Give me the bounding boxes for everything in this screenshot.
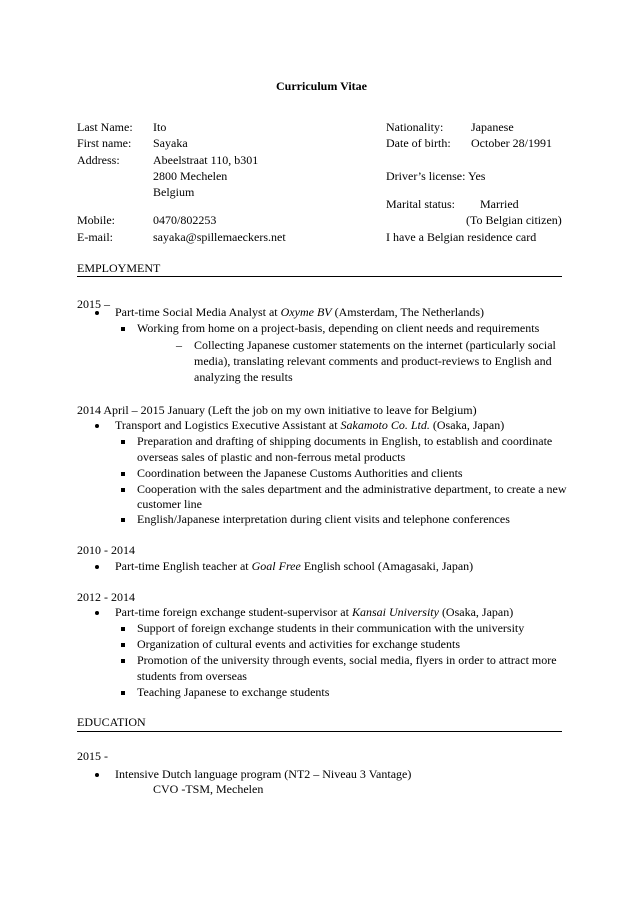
dob-value: October 28/1991 [471, 136, 552, 150]
address-line-2: 2800 Mechelen [153, 169, 228, 183]
email-value: sayaka@spillemaeckers.net [153, 230, 286, 244]
job1-sub-line-1: Collecting Japanese customer statements on the internet (particularly social [194, 338, 556, 352]
section-heading-employment: EMPLOYMENT [77, 261, 161, 275]
job4-title: Part-time foreign exchange student-supervisor at Kansai University (Osaka, Japan) [115, 605, 514, 619]
job3-title: Part-time English teacher at Goal Free English school (Amagasaki, Japan) [115, 559, 474, 573]
nationality-label: Nationality: [386, 120, 444, 134]
job4-detail-3b: students from overseas [137, 669, 247, 683]
address-line-1: Abeelstraat 110, b301 [153, 153, 259, 167]
job2-detail-1b: overseas sales of plastic and non-ferrous metal products [137, 450, 406, 464]
job2-title: Transport and Logistics Executive Assistant at Sakamoto Co. Ltd. (Osaka, Japan) [115, 418, 505, 432]
bullet-icon [95, 611, 99, 615]
dash-bullet-icon: – [176, 338, 182, 352]
job4-period: 2012 - 2014 [77, 590, 135, 604]
bullet-icon [95, 424, 99, 428]
marital-value: Married [480, 197, 519, 211]
job1-sub-line-2: media), translating relevant comments and product-reviews to English and [194, 354, 552, 368]
job1-title: Part-time Social Media Analyst at Oxyme BV (Amsterdam, The Netherlands) [115, 305, 485, 319]
job4-detail-2: Organization of cultural events and activities for exchange students [137, 637, 461, 651]
square-bullet-icon [121, 627, 125, 631]
job2-period: 2014 April – 2015 January (Left the job on my own initiative to leave for Belgium) [77, 403, 477, 417]
section-heading-education: EDUCATION [77, 715, 146, 729]
mobile-value: 0470/802253 [153, 213, 217, 227]
job1-sub-line-3: analyzing the results [194, 370, 293, 384]
square-bullet-icon [121, 659, 125, 663]
dob-label: Date of birth: [386, 136, 451, 150]
education-school: CVO -TSM, Mechelen [153, 782, 264, 796]
marital-label: Marital status: [386, 197, 455, 211]
square-bullet-icon [121, 691, 125, 695]
job2-detail-2: Coordination between the Japanese Customs Authorities and clients [137, 466, 463, 480]
square-bullet-icon [121, 440, 125, 444]
job4-detail-3a: Promotion of the university through events, social media, flyers in order to attract more [137, 653, 557, 667]
page-title: Curriculum Vitae [276, 79, 367, 93]
last-name-label: Last Name: [77, 120, 133, 134]
marital-note: (To Belgian citizen) [466, 213, 562, 227]
section-divider [77, 276, 562, 277]
job2-detail-4: English/Japanese interpretation during client visits and telephone conferences [137, 512, 510, 526]
job3-period: 2010 - 2014 [77, 543, 135, 557]
mobile-label: Mobile: [77, 213, 115, 227]
job1-detail: Working from home on a project-basis, depending on client needs and requirements [137, 321, 540, 335]
residence-note: I have a Belgian residence card [386, 230, 537, 244]
last-name-value: Ito [153, 120, 167, 134]
square-bullet-icon [121, 472, 125, 476]
bullet-icon [95, 311, 99, 315]
email-label: E-mail: [77, 230, 113, 244]
job2-detail-3b: customer line [137, 497, 202, 511]
square-bullet-icon [121, 327, 125, 331]
square-bullet-icon [121, 488, 125, 492]
job4-detail-4: Teaching Japanese to exchange students [137, 685, 330, 699]
education-item: Intensive Dutch language program (NT2 – Niveau 3 Vantage) [115, 767, 412, 781]
address-label: Address: [77, 153, 120, 167]
section-divider [77, 731, 562, 732]
job1-period: 2015 – [77, 297, 110, 311]
job4-detail-1: Support of foreign exchange students in their communication with the university [137, 621, 525, 635]
bullet-icon [95, 773, 99, 777]
education-period: 2015 - [77, 749, 108, 763]
square-bullet-icon [121, 643, 125, 647]
nationality-value: Japanese [471, 120, 514, 134]
first-name-label: First name: [77, 136, 132, 150]
drivers-license: Driver’s license: Yes [386, 169, 486, 183]
job2-detail-1a: Preparation and drafting of shipping documents in English, to establish and coordinate [137, 434, 553, 448]
address-line-3: Belgium [153, 185, 195, 199]
bullet-icon [95, 565, 99, 569]
square-bullet-icon [121, 518, 125, 522]
first-name-value: Sayaka [153, 136, 188, 150]
job2-detail-3a: Cooperation with the sales department and the administrative department, to create a new [137, 482, 567, 496]
